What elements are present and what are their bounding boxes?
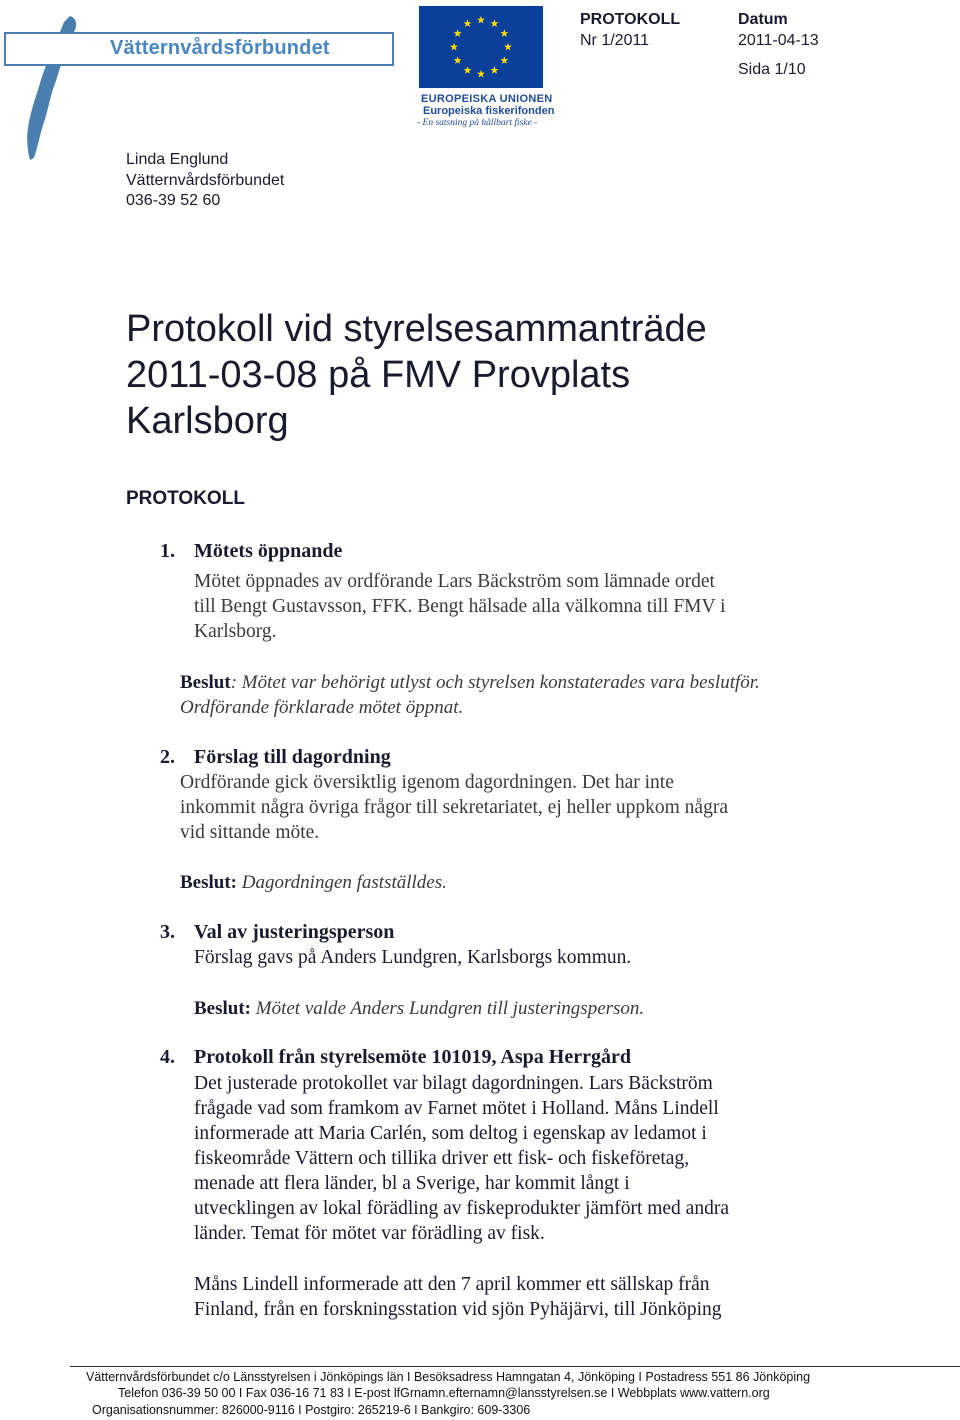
section-body bbox=[180, 770, 728, 845]
title-line: 2011-03-08 på FMV Provplats bbox=[126, 354, 631, 396]
eu-flag-icon bbox=[419, 6, 543, 88]
body-line: utvecklingen av lokal förädling av fiskeprodukter jämfört med andra bbox=[194, 1198, 729, 1219]
body-line: Måns Lindell informerade att den 7 april kommer ett sällskap från bbox=[194, 1274, 710, 1295]
body-line: Förslag gavs på Anders Lundgren, Karlsborgs kommun. bbox=[194, 947, 632, 968]
body-line: Mötet öppnades av ordförande Lars Bäckström som lämnade ordet bbox=[194, 571, 715, 592]
eu-union-label: EUROPEISKA UNIONEN bbox=[421, 93, 553, 105]
footer-contact: Telefon 036-39 50 00 I Fax 036-16 71 83 I E-post lfGrnamn.efternamn@lansstyrelsen.se I Webbplats www.vattern.org bbox=[118, 1386, 770, 1400]
doc-number: Nr 1/2011 bbox=[580, 32, 650, 49]
body-line: Karlsborg. bbox=[194, 621, 277, 642]
decision bbox=[180, 670, 760, 720]
section-title: Protokoll från styrelsemöte 101019, Aspa Herrgård bbox=[194, 1046, 631, 1068]
section-heading bbox=[160, 540, 342, 563]
section-number: 1. bbox=[160, 540, 175, 562]
footer-divider bbox=[70, 1366, 960, 1367]
org-name: Vätternvårdsförbundet bbox=[110, 37, 330, 59]
section-body bbox=[194, 945, 631, 970]
decision-label: Beslut: bbox=[180, 872, 237, 893]
section-heading bbox=[160, 746, 391, 769]
body-line: Finland, från en forskningsstation vid sjön Pyhäjärvi, till Jönköping bbox=[194, 1299, 722, 1320]
section-body bbox=[194, 569, 726, 644]
section-body bbox=[194, 1071, 729, 1246]
sender-org: Vätternvårdsförbundet bbox=[126, 172, 285, 189]
decision-text: Mötet valde Anders Lundgren till justeringsperson. bbox=[251, 998, 645, 1019]
decision bbox=[180, 870, 447, 895]
body-line: inkommit några övriga frågor till sekretariatet, ej heller uppkom några bbox=[180, 797, 728, 818]
decision bbox=[194, 996, 644, 1021]
doc-type-label: PROTOKOLL bbox=[580, 11, 681, 28]
section-heading bbox=[160, 921, 394, 944]
eu-slogan: - En satsning på hållbart fiske - bbox=[417, 118, 538, 128]
page-number: Sida 1/10 bbox=[738, 61, 806, 78]
body-line: fiskeområde Vättern och tillika driver ett fisk- och fiskeföretag, bbox=[194, 1148, 690, 1169]
footer-registration: Organisationsnummer: 826000-9116 I Postgiro: 265219-6 I Bankgiro: 609-3306 bbox=[92, 1403, 531, 1417]
title-line: Protokoll vid styrelsesammanträde bbox=[126, 308, 707, 350]
decision-text: Ordförande förklarade mötet öppnat. bbox=[180, 697, 464, 718]
body-line: informerade att Maria Carlén, som deltog i egenskap av ledamot i bbox=[194, 1123, 707, 1144]
section-body bbox=[194, 1272, 722, 1322]
section-label: PROTOKOLL bbox=[126, 488, 245, 509]
body-line: Det justerade protokollet var bilagt dagordningen. Lars Bäckström bbox=[194, 1073, 713, 1094]
body-line: länder. Temat för mötet var förädling av fisk. bbox=[194, 1223, 545, 1244]
section-heading bbox=[160, 1046, 631, 1069]
decision-text: : Mötet var behörigt utlyst och styrelsen konstaterades vara beslutför. bbox=[230, 672, 760, 693]
body-line: menade att flera länder, bl a Sverige, har kommit långt i bbox=[194, 1173, 630, 1194]
page-title bbox=[126, 306, 707, 444]
eu-fund-label: Europeiska fiskerifonden bbox=[423, 105, 555, 117]
date-label: Datum bbox=[738, 11, 788, 28]
section-number: 3. bbox=[160, 921, 175, 943]
title-line: Karlsborg bbox=[126, 400, 289, 442]
section-number: 2. bbox=[160, 746, 175, 768]
section-title: Mötets öppnande bbox=[194, 540, 343, 562]
body-line: frågade vad som framkom av Farnet mötet i Holland. Måns Lindell bbox=[194, 1098, 719, 1119]
sender-name: Linda Englund bbox=[126, 151, 229, 168]
body-line: Ordförande gick översiktlig igenom dagordningen. Det har inte bbox=[180, 772, 674, 793]
footer-address: Vätternvårdsförbundet c/o Länsstyrelsen i Jönköpings län I Besöksadress Hamngatan 4, Jönköping I Postadress 551 86 Jönköping bbox=[86, 1370, 811, 1384]
body-line: till Bengt Gustavsson, FFK. Bengt hälsade alla välkomna till FMV i bbox=[194, 596, 726, 617]
decision-label: Beslut bbox=[180, 672, 231, 693]
section-title: Val av justeringsperson bbox=[194, 921, 395, 943]
decision-label: Beslut: bbox=[194, 998, 251, 1019]
date-value: 2011-04-13 bbox=[738, 32, 819, 49]
decision-text: Dagordningen fastställdes. bbox=[237, 872, 447, 893]
section-title: Förslag till dagordning bbox=[194, 746, 391, 768]
body-line: vid sittande möte. bbox=[180, 822, 320, 843]
sender-phone: 036-39 52 60 bbox=[126, 192, 221, 209]
section-number: 4. bbox=[160, 1046, 175, 1068]
